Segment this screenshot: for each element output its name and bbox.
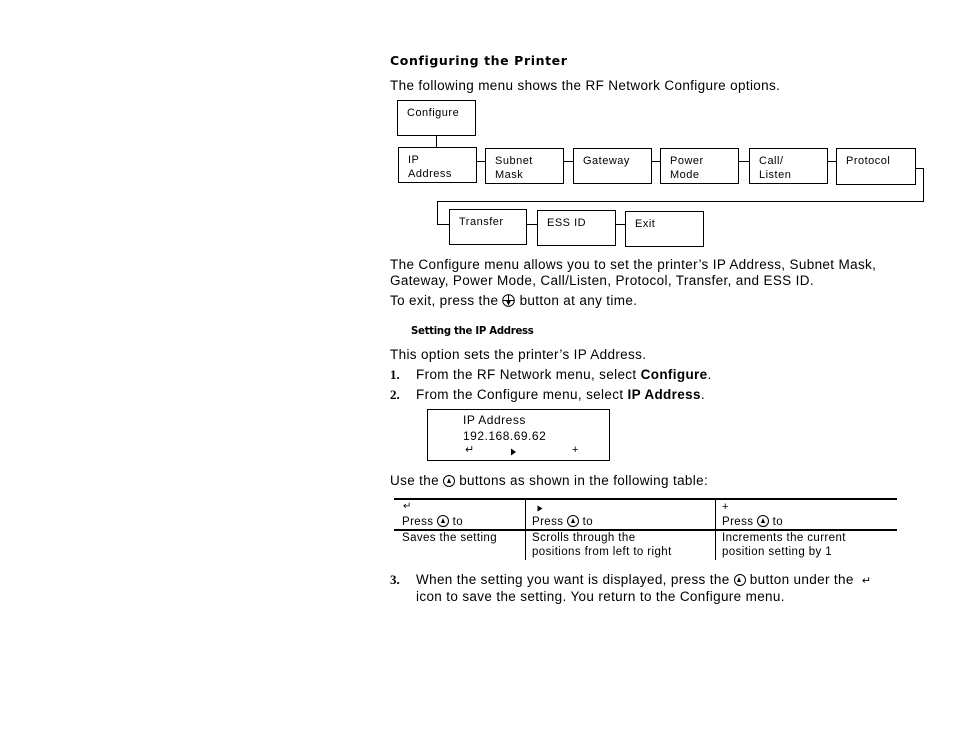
table-top-rule [394, 498, 897, 500]
up-button-icon [757, 515, 769, 527]
step-2 [416, 387, 705, 403]
step-number: 3. [390, 572, 400, 587]
connector [527, 224, 537, 225]
box-line: Gateway [583, 155, 630, 167]
step-bold-text: Configure [640, 367, 708, 382]
cell-line: Saves the setting [402, 532, 498, 544]
table-cell [532, 531, 672, 559]
step-text: . [700, 387, 705, 402]
step-number: 2. [390, 387, 400, 402]
step-text: From the RF Network menu, select [416, 367, 641, 382]
cell-line: Increments the current [722, 532, 846, 544]
press-text: Press [722, 516, 754, 528]
plus-icon: + [572, 444, 579, 456]
up-button-icon [437, 515, 449, 527]
configure-paragraph [390, 257, 876, 289]
table-header-cell [402, 515, 463, 529]
box-line: Address [408, 168, 452, 180]
step-number: 1. [390, 367, 400, 382]
intro-text: The following menu shows the RF Network Configure options. [390, 78, 781, 93]
box-line: Mask [495, 169, 524, 181]
paragraph-line: The Configure menu allows you to set the printer’s IP Address, Subnet Mask, [390, 257, 877, 272]
connector [564, 161, 573, 162]
connector [739, 161, 749, 162]
press-text: Press [402, 516, 434, 528]
box-line: Power [670, 155, 704, 167]
exit-instruction [390, 293, 637, 309]
step-text: . [707, 367, 712, 382]
subsection-heading: Setting the IP Address [411, 324, 534, 337]
step-1 [416, 367, 712, 383]
connector [437, 201, 438, 225]
table-cell [402, 531, 497, 545]
lcd-display [427, 409, 610, 461]
plus-icon: + [722, 501, 729, 513]
press-text: Press [532, 516, 564, 528]
lcd-line-2: 192.168.69.62 [463, 429, 547, 443]
diagram-box-call-listen [749, 148, 828, 184]
right-arrow-icon [537, 505, 543, 512]
exit-text-after: button at any time. [519, 293, 638, 308]
box-line: Protocol [846, 155, 891, 167]
diagram-box-ess-id [537, 210, 616, 246]
up-button-icon [734, 574, 746, 586]
paragraph-line: Gateway, Power Mode, Call/Listen, Protocol, Transfer, and ESS ID. [390, 273, 814, 288]
diagram-box-power-mode [660, 148, 739, 184]
cell-line: Scrolls through the [532, 532, 636, 544]
step-text: From the Configure menu, select [416, 387, 628, 402]
press-text: to [582, 516, 594, 528]
box-line: IP [408, 154, 420, 166]
press-text: to [452, 516, 464, 528]
step-3-line-1 [416, 572, 871, 589]
connector [437, 201, 924, 202]
lcd-line-1: IP Address [463, 413, 526, 427]
up-button-icon [443, 475, 455, 487]
diagram-box-exit [625, 211, 704, 247]
box-line: Mode [670, 169, 700, 181]
cell-line: position setting by 1 [722, 546, 833, 558]
exit-text-before: To exit, press the [390, 293, 499, 308]
box-line: Listen [759, 169, 792, 181]
enter-icon [465, 443, 475, 456]
box-line: Transfer [459, 216, 504, 228]
connector [923, 168, 924, 202]
connector [437, 224, 449, 225]
diagram-box-subnet-mask [485, 148, 564, 184]
step-bold-text: IP Address [627, 387, 701, 402]
table-column-divider [525, 500, 526, 560]
cell-line: positions from left to right [532, 546, 672, 558]
right-arrow-icon [510, 448, 517, 456]
table-header-cell [722, 515, 783, 529]
up-button-icon [567, 515, 579, 527]
diagram-box-gateway [573, 148, 652, 184]
box-line: Subnet [495, 155, 533, 167]
diagram-box-protocol [836, 148, 916, 185]
diagram-root-box [397, 100, 476, 136]
table-header-cell [532, 515, 593, 529]
step-text: button under the [749, 572, 854, 587]
diagram-root-label: Configure [407, 107, 460, 119]
table-column-divider [715, 500, 716, 560]
enter-icon [403, 500, 412, 514]
box-line: Call/ [759, 155, 784, 167]
box-line: Exit [635, 218, 656, 230]
enter-icon [862, 575, 872, 587]
press-text: to [772, 516, 784, 528]
option-description: This option sets the printer’s IP Address. [390, 347, 647, 362]
use-text-before: Use the [390, 473, 439, 488]
step-text: When the setting you want is displayed, press the [416, 572, 730, 587]
table-cell [722, 531, 846, 559]
box-line: ESS ID [547, 217, 587, 229]
use-text-after: buttons as shown in the following table: [459, 473, 709, 488]
section-heading: Configuring the Printer [390, 53, 568, 68]
use-buttons-text [390, 473, 708, 489]
step-3 [416, 572, 871, 605]
diagram-box-transfer [449, 209, 527, 245]
step-3-line-2: icon to save the setting. You return to the Configure menu. [416, 589, 785, 604]
exit-button-icon [502, 294, 515, 307]
diagram-box-ip-address [398, 147, 477, 183]
connector [616, 224, 625, 225]
